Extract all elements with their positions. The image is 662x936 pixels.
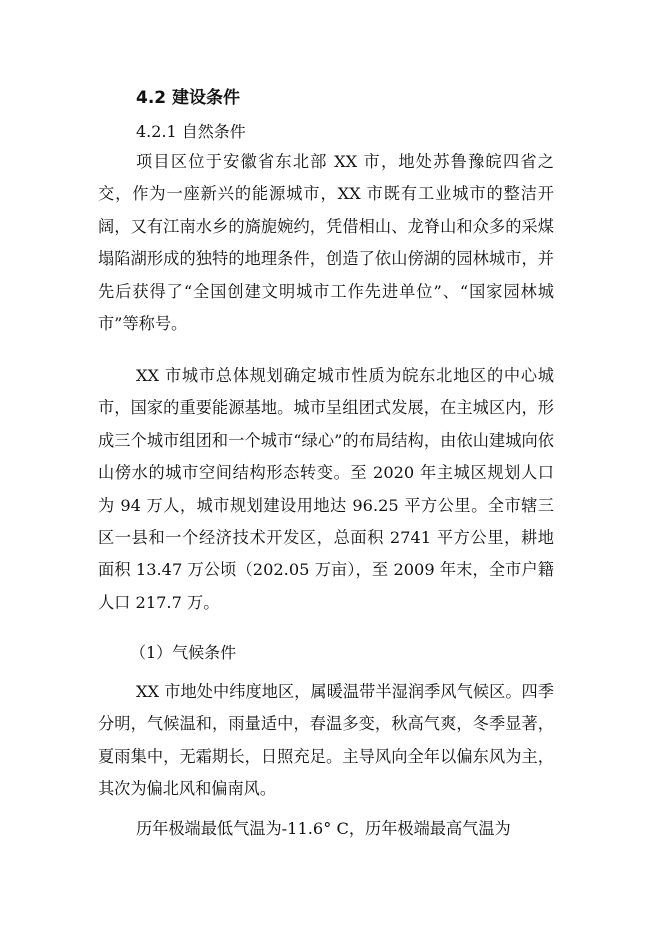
paragraph-location: 项目区位于安徽省东北部 XX 市，地处苏鲁豫皖四省之交，作为一座新兴的能源城市，XX 市既有工业城市的整洁开阔，又有江南水乡的旖旎婉约，凭借相山、龙脊山和众多的采煤塌陷湖形成的独特的地理条件，创造了依山傍湖的园林城市，并先后获得了“全国创建文明城市工作先进单位”、“国家园林城市”等称号。 [98, 152, 554, 334]
paragraph-climate: XX 市地处中纬度地区，属暖温带半湿润季风气候区。四季分明，气候温和，雨量适中，春温多变，秋高气爽，冬季显著，夏雨集中，无霜期长，日照充足。主导风向全年以偏东风为主，其次为偏北风和偏南风。 [98, 682, 554, 799]
paragraph-temperature: 历年极端最低气温为-11.6° C，历年极端最高气温为 [136, 819, 511, 838]
climate-heading: （1）气候条件 [130, 643, 237, 662]
paragraph-city-planning: XX 市城市总体规划确定城市性质为皖东北地区的中心城市，国家的重要能源基地。城市呈组团式发展，在主城区内，形成三个城市组团和一个城市“绿心”的布局结构，由依山建城向依山傍水的城市空间结构形态转变。至 2020 年主城区规划人口为 94 万人，城市规划建设用地达 96.25 平方公里。全市辖三区一县和一个经济技术开发区，总面积 2741 平方公里，耕地面积 13.47 万公顷（202.05 万亩），至 2009 年末，全市户籍人口 217.7 万。 [98, 366, 554, 612]
subsection-heading: 4.2.1 自然条件 [136, 122, 246, 141]
section-heading: 4.2 建设条件 [136, 88, 241, 108]
